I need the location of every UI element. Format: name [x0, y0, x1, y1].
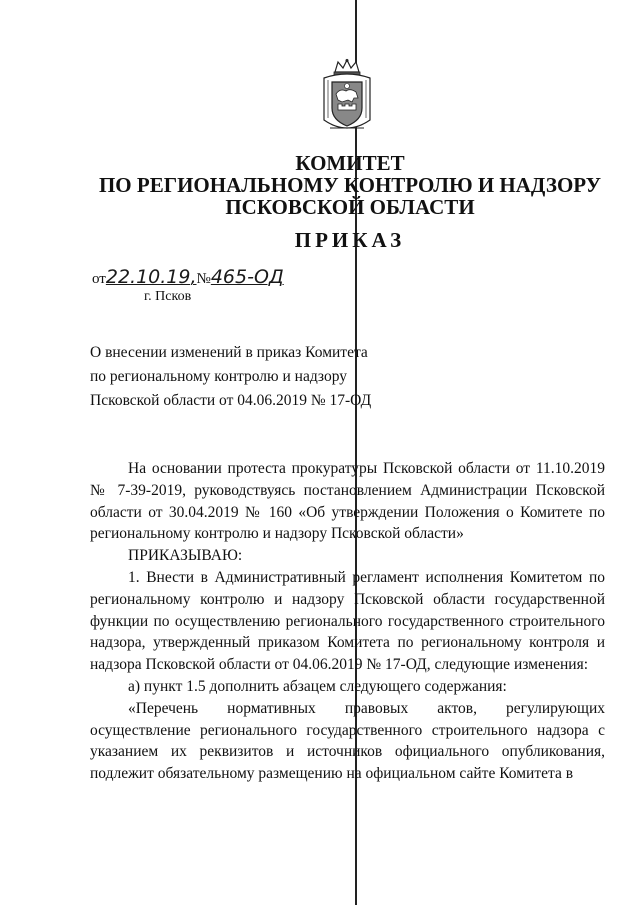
body-paragraph-basis: На основании протеста прокуратуры Псковской области от 11.10.2019 № 7-39-2019, руководствуясь постановлением Администрации Псковской области от 30.04.2019 № 160 «Об утверждении Положения о Комитете по региональному контролю и надзору Псковской области» — [90, 460, 605, 543]
order-body — [90, 458, 605, 785]
coat-of-arms-emblem — [318, 58, 376, 138]
header-line-3: ПСКОВСКОЙ ОБЛАСТИ — [225, 195, 475, 219]
body-paragraph-order: ПРИКАЗЫВАЮ: — [128, 547, 243, 565]
order-title: ПРИКАЗ — [294, 228, 406, 252]
subject-line-3: Псковской области от 04.06.2019 № 17-ОД — [90, 392, 372, 409]
handwritten-number: 465-ОД — [210, 266, 284, 288]
header-line-2: ПО РЕГИОНАЛЬНОМУ КОНТРОЛЮ И НАДЗОРУ — [98, 173, 602, 197]
body-paragraph-item-1: 1. Внести в Административный регламент исполнения Комитетом по региональному контролю и надзору Псковской области государственной функции по осуществлению регионального государственного строительного надзора, утвержденный приказом Комитета по региональному контроля и надзора Псковской области от 04.06.2019 № 17-ОД, следующие изменения: — [90, 568, 605, 674]
number-label: № — [196, 271, 211, 287]
handwritten-date: 22.10.19, — [105, 266, 197, 288]
order-subject — [90, 341, 371, 413]
committee-header — [60, 152, 640, 218]
body-paragraph-quote: «Перечень нормативных правовых актов, регулирующих осуществление регионального государственного строительного надзора с указанием их реквизитов и источников официального опубликования, подлежит обязательному размещению на официальном сайте Комитета в — [90, 699, 605, 783]
subject-line-2: по региональному контролю и надзору — [90, 368, 347, 385]
city-label: г. Псков — [144, 289, 192, 304]
subject-line-1: О внесении изменений в приказ Комитета — [90, 344, 368, 361]
body-paragraph-item-a: а) пункт 1.5 дополнить абзацем следующего содержания: — [128, 677, 507, 695]
header-line-1: КОМИТЕТ — [295, 151, 405, 175]
from-label: от — [92, 271, 106, 287]
order-date-line — [92, 266, 284, 288]
